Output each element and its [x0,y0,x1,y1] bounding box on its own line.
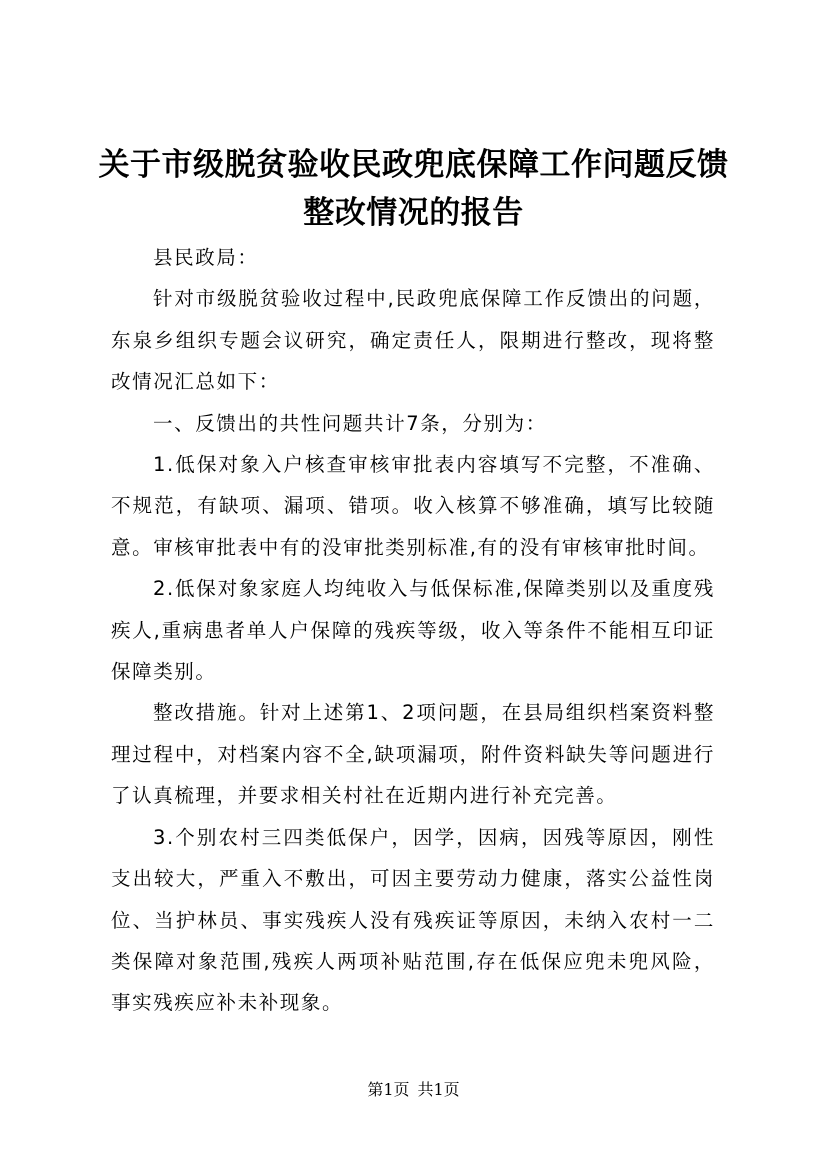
document-body [111,237,715,1024]
paragraph-section-heading: 一、反馈出的共性问题共计7条，分别为： [153,411,547,435]
page-footer [0,1080,827,1100]
salutation: 县民政局： [153,246,259,269]
paragraph-issue-2: 2.低保对象家庭人均纯收入与低保标准,保障类别以及重度残疾人,重病患者单人户保障的残疾等级，收入等条件不能相互印证保障类别。 [111,577,715,684]
document-title-line-1: 关于市级脱贫验收民政兜底保障工作问题反馈 [98,147,729,183]
paragraph-issue-3: 3.个别农村三四类低保户，因学，因病，因残等原因，刚性支出较大，严重入不敷出，可因主要劳动力健康，落实公益性岗位、当护林员、事实残疾人没有残疾证等原因，未纳入农村一二类保障对象范围,残疾人两项补贴范围,存在低保应兜未兜风险，事实残疾应补未补现象。 [111,825,715,1015]
paragraph-issue-1: 1.低保对象入户核查审核审批表内容填写不完整，不准确、不规范，有缺项、漏项、错项。收入核算不够准确，填写比较随意。审核审批表中有的没审批类别标准,有的没有审核审批时间。 [111,453,715,559]
paragraph-intro: 针对市级脱贫验收过程中,民政兜底保障工作反馈出的问题，东泉乡组织专题会议研究，确定责任人，限期进行整改，现将整改情况汇总如下： [111,287,715,394]
page-number-total: 共1页 [417,1080,460,1099]
page-number-current: 第1页 [367,1080,410,1099]
document-title-line-2: 整改情况的报告 [303,195,524,231]
paragraph-rectification: 整改措施。针对上述第1、2项问题，在县局组织档案资料整理过程中，对档案内容不全,缺项漏项，附件资料缺失等问题进行了认真梳理，并要求相关村社在近期内进行补充完善。 [111,701,715,808]
